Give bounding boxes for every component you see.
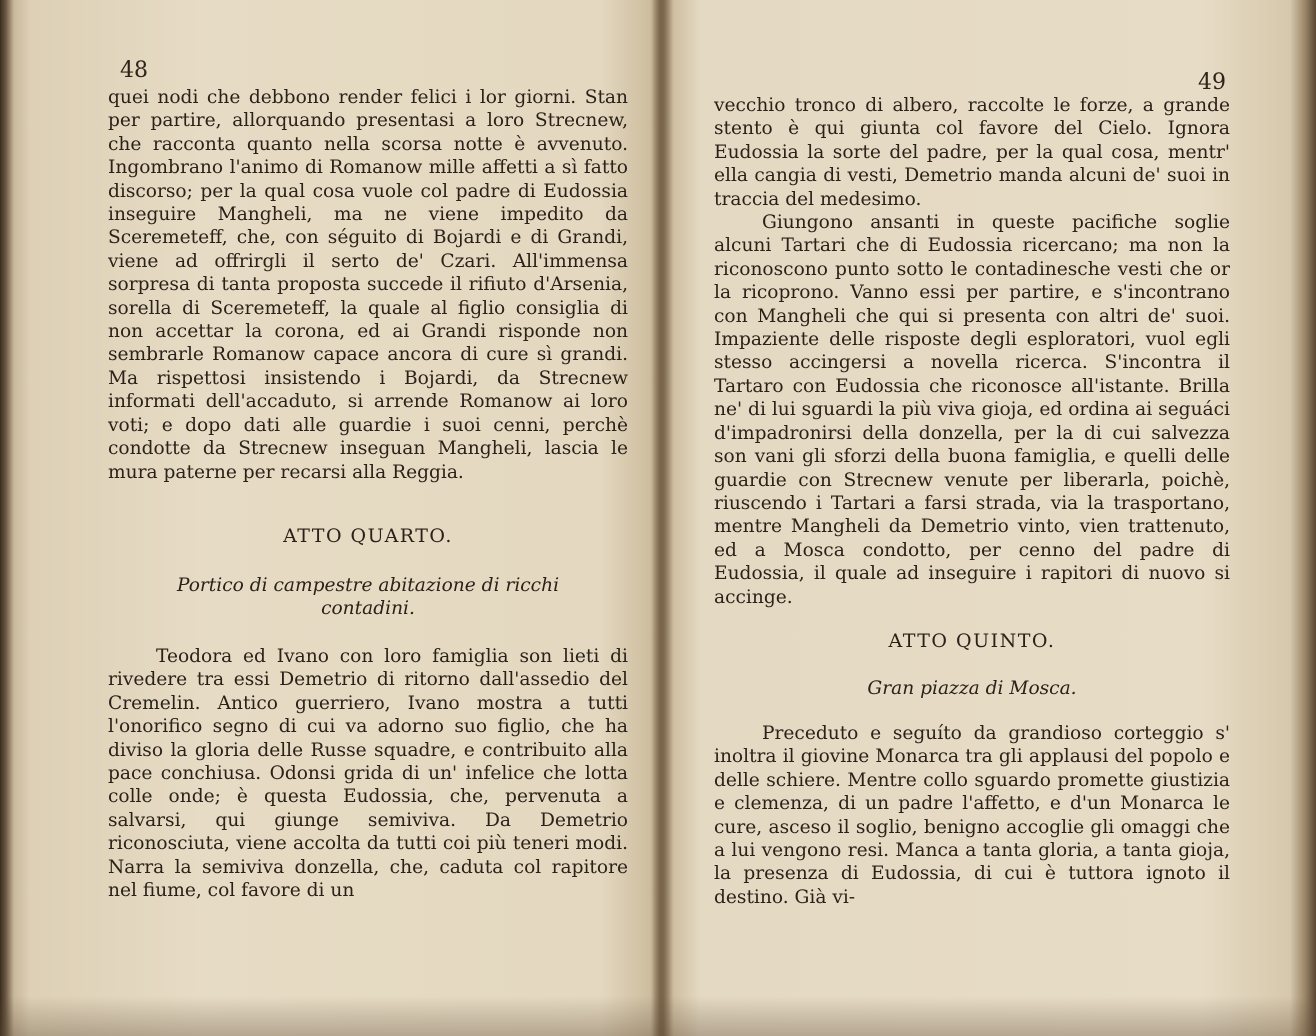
- paragraph-text: quei nodi che debbono render felici i lor giorni. Stan per partire, allorquando presentasi a loro Strecnew, che racconta quanto nella scorsa notte è avvenuto. Ingombrano l'animo di Romanow mille affetti a sì fatto discorso; per la qual cosa vuole col padre di Eudossia inseguire Mangheli, ma ne viene impedito da Sceremeteff, che, con séguito di Bojardi e di Grandi, viene ad offrirgli il serto de' Czari. All'immensa sorpresa di tanta proposta succede il rifiuto d'Arsenia, sorella di Sceremeteff, la quale al figlio consiglia di non accettar la corona, ed ai Grandi risponde non sembrarle Romanow capace ancora di cure sì grandi. Ma rispettosi insistendo i Bojardi, da Strecnew informati dell'accaduto, si arrende Romanow ai loro voti; e dopo dati alle guardie i suoi cenni, perchè condotte da Strecnew inseguan Mangheli, lascia le mura paterne per recarsi alla Reggia.: [108, 87, 628, 483]
- act-title: ATTO QUARTO.: [283, 525, 453, 547]
- paragraph: [108, 645, 628, 902]
- paragraph-text: Teodora ed Ivano con loro famiglia son lieti di rivedere tra essi Demetrio di ritorno dall'assedio del Cremelin. Antico guerriero, Ivano mostra a tutti l'onorifico segno di cui va adorno suo figlio, che ha diviso la gloria delle Russe squadre, e contribuito alla pace conchiusa. Odonsi grida di un' infelice che lotta colle onde; è questa Eudossia, che, pervenuta a salvarsi, qui giunge semiviva. Da Demetrio riconosciuta, viene accolta da tutti coi più teneri modi. Narra la semiviva donzella, che, caduta col rapitore nel fiume, col favore di un: [108, 646, 628, 902]
- book-gutter: [652, 0, 674, 1036]
- page-number: 49: [1198, 70, 1226, 95]
- scene-title: Gran piazza di Mosca.: [867, 678, 1077, 699]
- scene-title: Portico di campestre abitazione di ricchi contadini.: [176, 575, 560, 619]
- page-number: 48: [120, 58, 148, 83]
- paragraph: [714, 94, 1230, 609]
- paragraph-text: vecchio tronco di albero, raccolte le forze, a grande stento è qui giunta col favore del Cielo. Ignora Eudossia la sorte del padre, per la qual cosa, mentr' ella cangia di vesti, Demetrio manda alcuni de' suoi in traccia del medesimo.: [714, 95, 1230, 210]
- paragraph: [714, 722, 1230, 909]
- paragraph-text: Preceduto e seguíto da grandioso corteggio s' inoltra il giovine Monarca tra gli applausi del popolo e delle schiere. Mentre collo sguardo promette giustizia e clemenza, di un padre l'affetto, e d'un Monarca le cure, asceso il soglio, benigno accoglie gli omaggi che a lui vengono resi. Manca a tanta gloria, a tanta gioja, la presenza di Eudossia, di cui è tuttora ignoto il destino. Già vi-: [714, 723, 1230, 908]
- paragraph-text: Giungono ansanti in queste pacifiche soglie alcuni Tartari che di Eudossia ricercano; ma non la riconoscono punto sotto le contadinesche vesti che or la ricoprono. Vanno essi per partire, e s'incontrano con Mangheli che qui si presenta con altri de' suoi. Impaziente delle risposte degli esploratori, vuol egli stesso accingersi a novella ricerca. S'incontra il Tartaro con Eudossia che riconosce all'istante. Brilla ne' di lui sguardi la più viva gioja, ed ordina ai seguáci d'impadronirsi della donzella, per la di cui salvezza son vani gli sforzi della buona famiglia, e quelli delle guardie con Strecnew venute per liberarla, poichè, riuscendo i Tartari a farsi strada, via la trasportano, mentre Mangheli da Demetrio vinto, vien trattenuto, ed a Mosca condotto, per cenno del padre di Eudossia, il quale ad inseguire i rapitori di nuovo si accinge.: [714, 212, 1230, 608]
- act-title: ATTO QUINTO.: [888, 630, 1056, 652]
- paragraph: [108, 86, 628, 484]
